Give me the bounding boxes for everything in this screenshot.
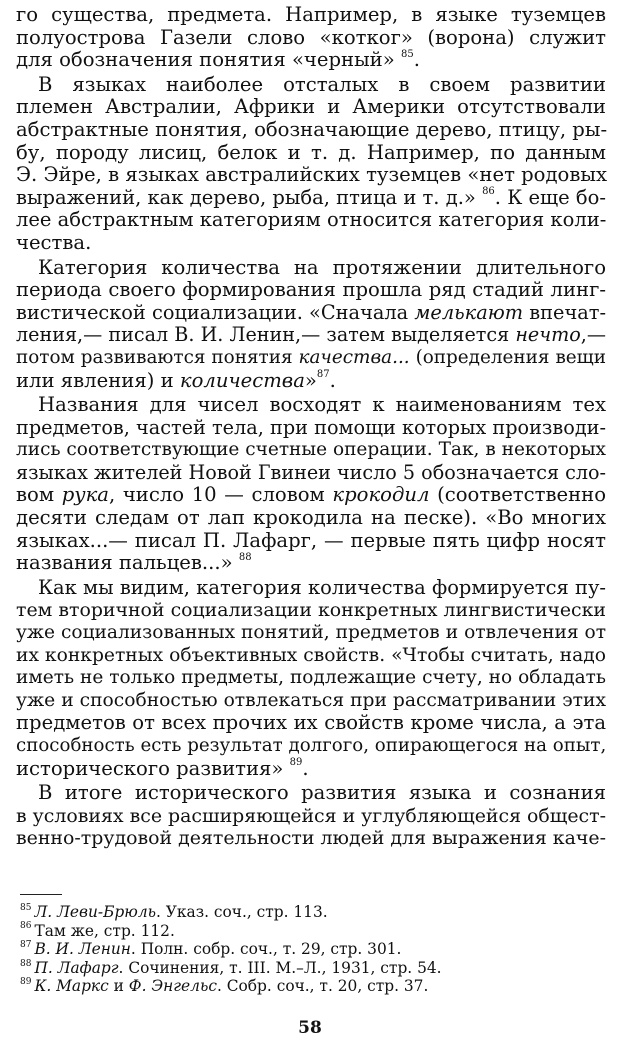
text-run: абстрактные понятия, обозначающие дерево, птицу, ры- [16,117,608,141]
text-run: лись соответствующие счетные операции. Так, в некоторых [16,439,606,461]
text-run: лее абстрактным категориям относится категория коли- [16,208,607,232]
footnote-ref: 89 [20,977,32,988]
text-run: (определения вещи [409,346,606,368]
footnote [20,940,606,959]
text-line [16,417,606,440]
text-line [16,187,606,210]
text-run: . К еще бо- [494,185,606,209]
italic-text: Л. Леви-Брюль [34,902,156,921]
footnote-ref: 86 [482,186,495,198]
text-run: . Собр. соч., т. 20, стр. 37. [216,977,429,996]
text-run: Названия для чисел восходят к наименованиям тех [38,393,606,417]
italic-text: нечто [515,323,581,347]
footnote [20,903,606,922]
text-line [16,49,606,72]
footnote-ref: 85 [20,902,32,913]
text-run: Категория количества на протяжении длительного [38,255,606,279]
page-number: 58 [298,1018,322,1038]
italic-text: Ф. Энгельс [128,977,217,996]
text-run: иметь не только предметы, подлежащие счету, но обладать [16,667,606,689]
paragraph [16,74,606,255]
text-line [16,645,606,668]
text-run: бу, породу лисиц, белок и т. д. Например, по данным [16,140,606,164]
text-line [16,4,606,27]
text-run: выражений, как дерево, рыба, птица и т. д.» [16,185,483,209]
text-run: языках жителей Новой Гвинеи число 5 обозначается сло- [16,460,606,484]
footnote-ref: 86 [20,921,32,932]
italic-text: крокодил [332,483,430,507]
text-run: для обозначения понятия «черный» [16,48,401,72]
footnote [20,922,606,941]
paragraph [16,4,606,72]
text-run: го существа, предмета. Например, в языке туземцев [16,3,606,26]
footnotes [16,903,606,996]
text-line [16,758,606,781]
text-run: впечат- [523,300,607,324]
text-run: В языках наиболее отсталых в своем развитии [38,72,606,96]
text-run: чества. [16,230,92,254]
text-line [16,164,606,187]
footnote-ref: 87 [316,368,330,380]
text-run: предметов, частей тела, при помощи которых производи- [16,415,606,439]
italic-text: П. Лафарг [34,958,119,977]
text-line [16,324,606,347]
text-run: . Сочинения, т. III. М.–Л., 1931, стр. 54. [118,958,442,977]
italic-text: К. Маркс [34,977,109,996]
text-run: Как мы видим, категория количества формируется пу- [38,575,606,599]
text-line [16,257,606,280]
paragraph [16,257,606,393]
text-run: ,— [580,323,606,347]
text-line [16,622,606,645]
main-text [16,4,606,850]
text-line [16,27,606,50]
italic-text: В. И. Ленин [34,940,131,959]
text-line [16,370,606,393]
text-line [16,667,606,690]
text-run: в условиях все расширяющейся и углубляющейся общест- [16,804,606,827]
text-run: племен Австралии, Африки и Америки отсутствовали [16,95,606,119]
text-run: В итоге исторического развития языка и сознания [38,781,606,805]
paragraph [16,394,606,575]
text-run: вом [16,483,62,507]
text-line [16,530,606,553]
text-line [16,599,606,622]
text-run: уже и способностью отвлекаться при рассматривании этих [16,689,606,711]
text-line [16,507,606,530]
text-line [16,232,606,255]
text-run: . [302,756,309,780]
text-line [16,462,606,485]
text-run: языках...— писал П. Лафарг, — первые пять цифр носят [16,528,606,552]
text-run: венно-трудовой деятельности людей для выражения каче- [16,827,606,850]
text-line [16,439,606,462]
text-run: » [304,368,317,392]
text-run: . Полн. собр. соч., т. 29, стр. 301. [130,940,402,959]
text-run: или явления) и [16,368,180,392]
text-run: Э. Эйре, в языках австралийских туземцев «нет родовых [16,163,608,187]
footnote-separator [20,894,62,895]
text-line [16,209,606,232]
footnote [20,959,606,978]
text-line [16,805,606,828]
text-run: и [108,977,129,996]
text-run: , число 10 — словом [109,483,333,507]
footnote-ref: 88 [20,958,32,969]
text-line [16,347,606,370]
text-run: способность есть результат долгого, опирающегося на опыт, [16,735,607,756]
text-line [16,119,606,142]
text-run: исторического развития» [16,756,290,780]
text-line [16,552,606,575]
text-line [16,577,606,600]
italic-text: мелькают [414,300,524,324]
italic-text: качества... [298,346,410,368]
text-run: периода своего формирования прошла ряд стадий линг- [16,278,606,302]
text-line [16,279,606,302]
text-run: уже социализованных понятий, предметов и отвлечения от [16,622,606,644]
text-run: . Указ. соч., стр. 113. [156,902,328,921]
text-line [16,484,606,507]
text-line [16,74,606,97]
text-line [16,302,606,325]
text-line [16,712,606,735]
text-line [16,142,606,165]
footnote-ref: 88 [238,551,252,563]
text-line [16,394,606,417]
footnote-ref: 85 [400,48,414,60]
text-run: . [413,48,420,72]
footnote [20,977,606,996]
text-run: названия пальцев...» [16,551,239,575]
text-run: (соответственно [429,483,606,507]
italic-text: количества [179,368,305,392]
text-line [16,690,606,713]
text-run: десяти следам от лап крокодила на песке). «Во многих [16,506,606,530]
text-line [16,735,606,758]
text-run: . [329,368,336,392]
text-line [16,96,606,119]
text-run: вистической социализации. «Сначала [16,300,415,324]
text-run: их конкретных объективных свойств. «Чтобы считать, надо [16,644,606,666]
text-run: Там же, стр. 112. [34,921,175,940]
paragraph [16,577,606,780]
text-line [16,827,606,850]
italic-text: рука [61,483,109,507]
text-run: тем вторичной социализации конкретных лингвистически [16,599,606,622]
paragraph [16,782,606,850]
text-run: предметов от всех прочих их свойств кроме числа, а эта [16,711,606,735]
footnote-ref: 87 [20,940,32,951]
text-run: ления,— писал В. И. Ленин,— затем выделяется [16,323,516,347]
text-line [16,782,606,805]
text-run: полуострова Газели слово «котког» (ворона) служит [16,25,606,49]
footnote-ref: 89 [289,757,303,769]
text-run: потом развиваются понятия [16,346,299,368]
